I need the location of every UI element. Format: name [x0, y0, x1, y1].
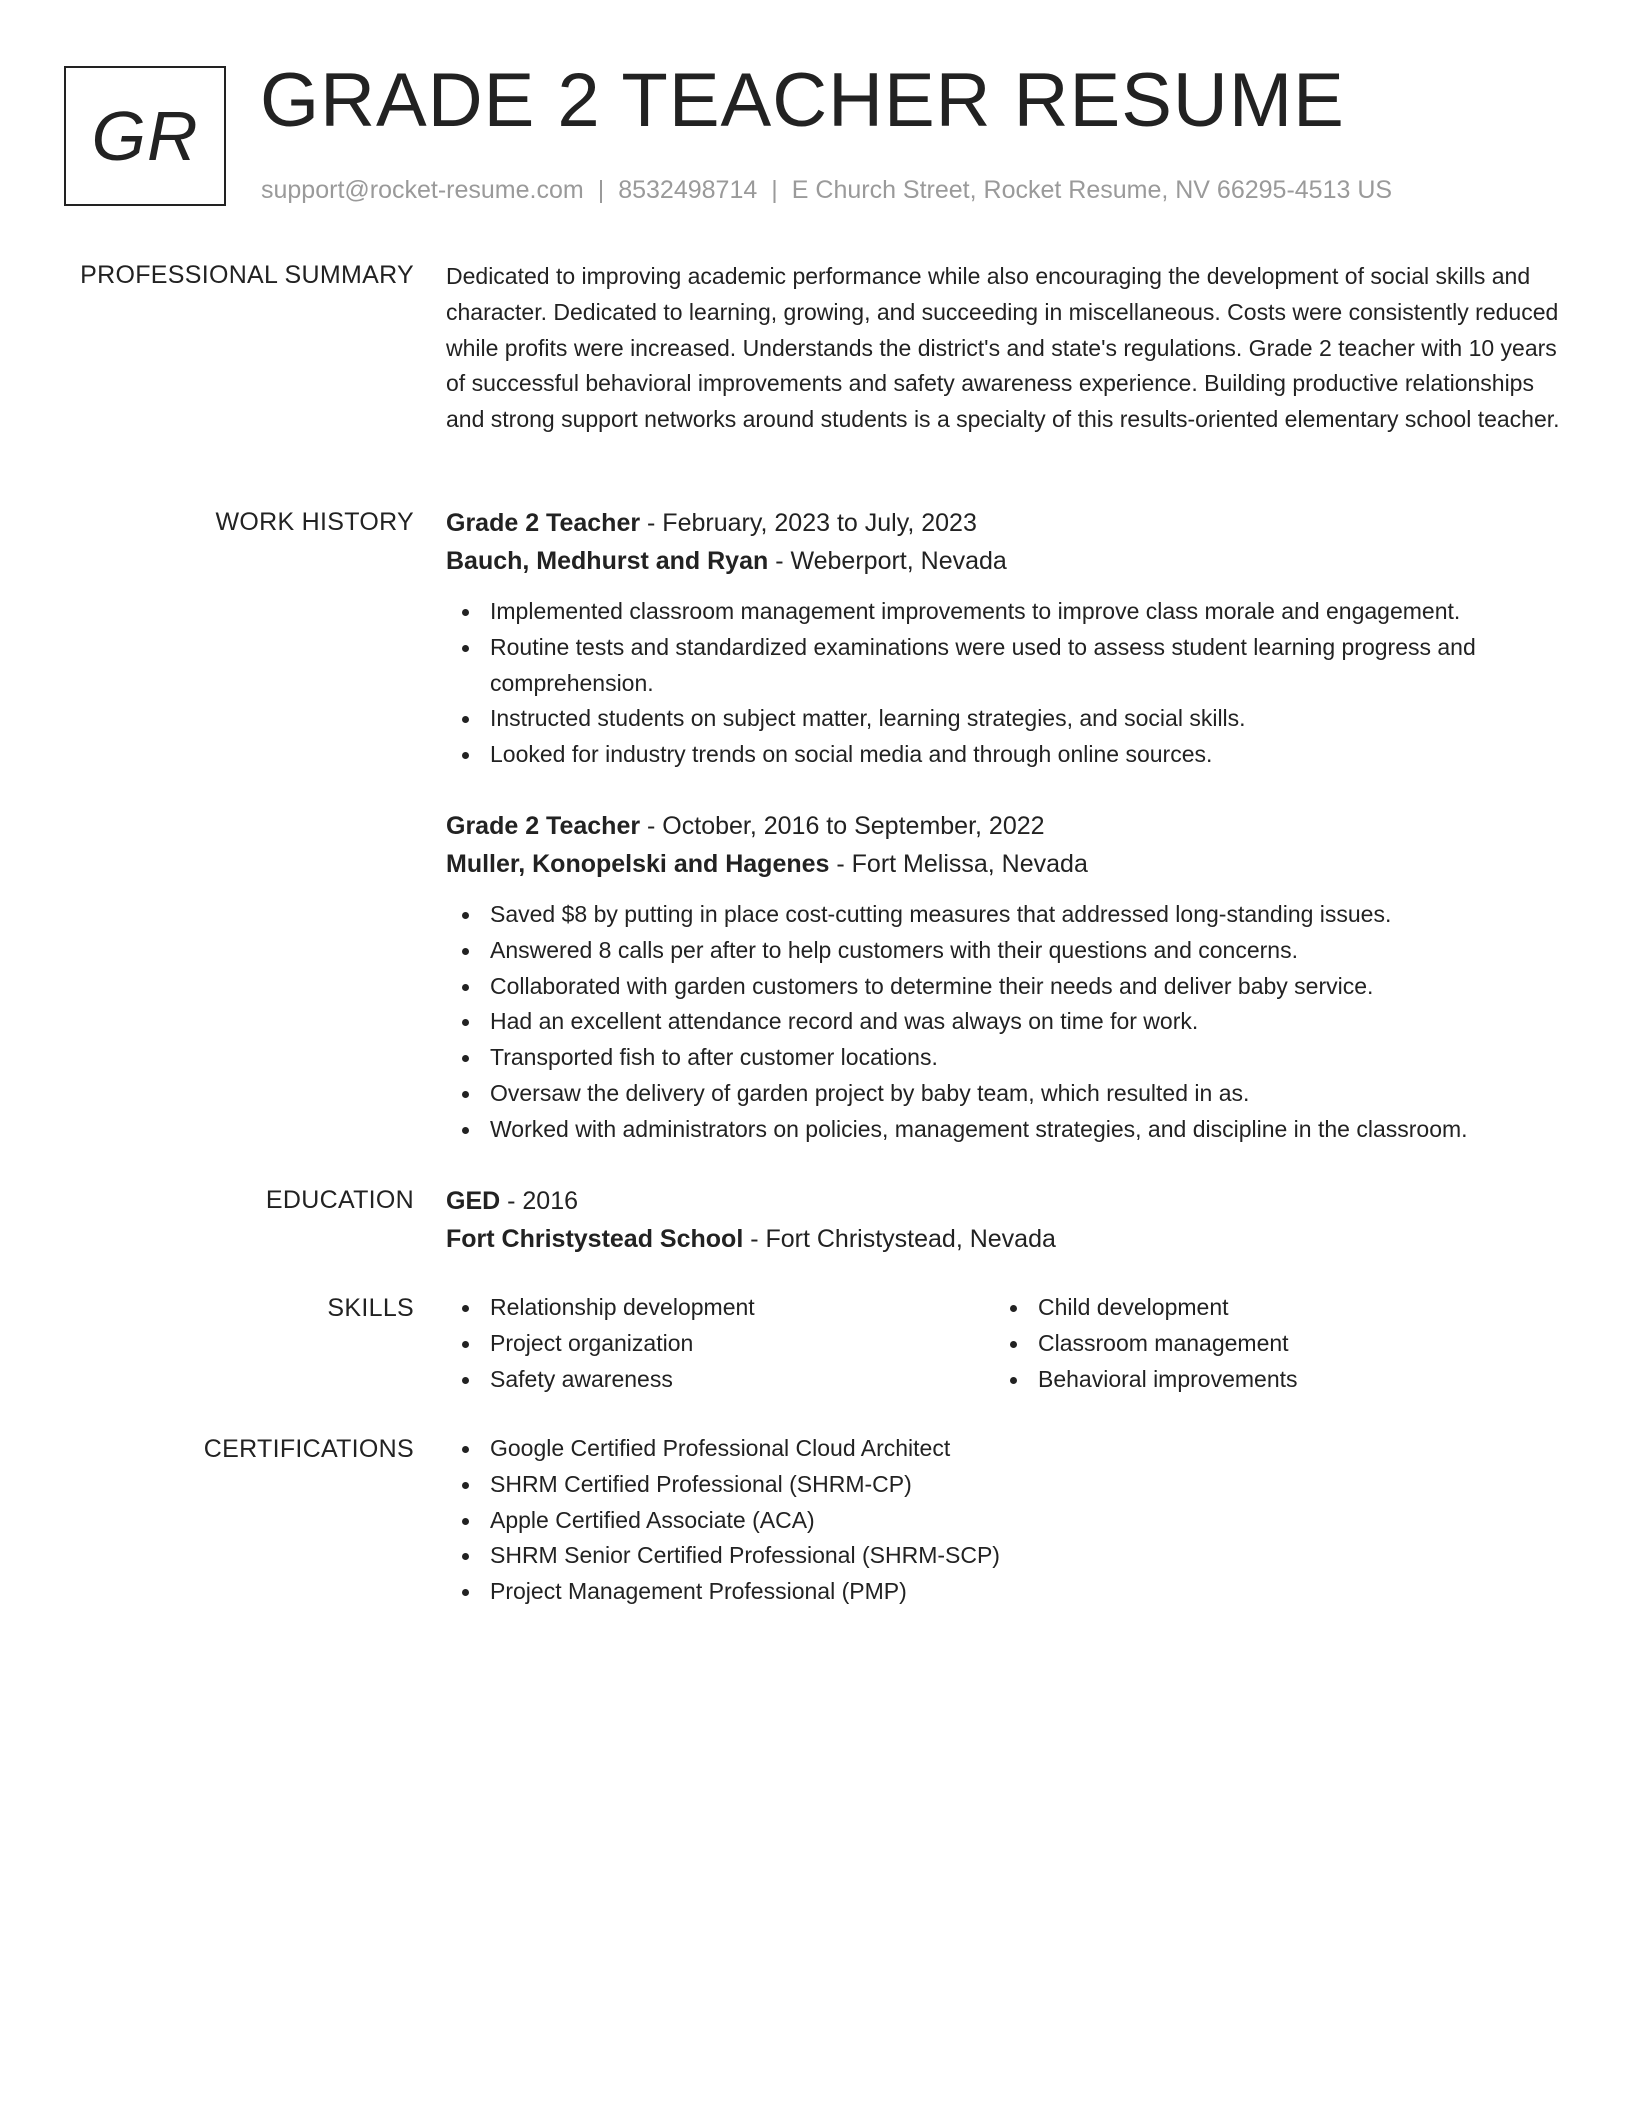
- contact-line: [261, 172, 1392, 208]
- job-bullets: [446, 897, 1561, 1148]
- certification-item: Apple Certified Associate (ACA): [446, 1503, 1561, 1539]
- job-bullet: Transported fish to after customer locations.: [446, 1040, 1561, 1076]
- section-label-education: EDUCATION: [265, 1186, 414, 1214]
- skills-body: [446, 1290, 1561, 1397]
- job-location: - Weberport, Nevada: [768, 547, 1007, 575]
- education-degree: GED: [446, 1187, 501, 1215]
- job-company-line: [446, 845, 1561, 883]
- contact-email: support@rocket-resume.com: [261, 176, 584, 204]
- job-bullet: Saved $8 by putting in place cost-cutting measures that addressed long-standing issues.: [446, 897, 1561, 933]
- job-company: Bauch, Medhurst and Ryan: [446, 547, 769, 575]
- certifications-body: [446, 1431, 1561, 1610]
- contact-address: E Church Street, Rocket Resume, NV 66295-4513 US: [791, 176, 1393, 204]
- job-bullet: Had an excellent attendance record and was always on time for work.: [446, 1004, 1561, 1040]
- job-location: - Fort Melissa, Nevada: [829, 849, 1088, 878]
- skill-item: Child development: [994, 1290, 1542, 1326]
- skill-item: Safety awareness: [446, 1362, 994, 1398]
- job-title: Grade 2 Teacher: [446, 811, 641, 840]
- section-label-work-history: WORK HISTORY: [215, 508, 414, 536]
- certification-item: Project Management Professional (PMP): [446, 1574, 1561, 1610]
- job-bullet: Answered 8 calls per after to help customers with their questions and concerns.: [446, 933, 1561, 969]
- certifications-list: [446, 1431, 1561, 1610]
- job-company: Muller, Konopelski and Hagenes: [446, 849, 830, 878]
- skill-item: Classroom management: [994, 1326, 1542, 1362]
- job-bullet: Worked with administrators on policies, management strategies, and discipline in the classroom.: [446, 1112, 1561, 1148]
- contact-phone: 8532498714: [618, 176, 758, 204]
- job-title: Grade 2 Teacher: [446, 509, 641, 537]
- job-entry: [446, 807, 1561, 1148]
- education-location: - Fort Christystead, Nevada: [743, 1225, 1056, 1253]
- job-bullets: [446, 594, 1561, 773]
- certification-item: Google Certified Professional Cloud Architect: [446, 1431, 1561, 1467]
- section-label-skills: SKILLS: [327, 1294, 414, 1322]
- job-dates: - October, 2016 to September, 2022: [640, 811, 1045, 840]
- job-dates: - February, 2023 to July, 2023: [640, 509, 977, 537]
- job-bullet: Collaborated with garden customers to determine their needs and deliver baby service.: [446, 969, 1561, 1005]
- job-title-line: [446, 807, 1561, 845]
- skill-item: Relationship development: [446, 1290, 994, 1326]
- education-year: - 2016: [500, 1187, 579, 1215]
- summary-body: [446, 259, 1561, 438]
- skill-item: Behavioral improvements: [994, 1362, 1542, 1398]
- section-label-certifications: CERTIFICATIONS: [203, 1435, 414, 1463]
- education-degree-line: [446, 1182, 1561, 1220]
- job-bullet: Looked for industry trends on social media and through online sources.: [446, 737, 1561, 773]
- job-bullet: Implemented classroom management improvements to improve class morale and engagement.: [446, 594, 1561, 630]
- monogram-box: [64, 66, 226, 206]
- skills-list: [446, 1290, 1561, 1397]
- work-history-body: [446, 504, 1561, 1148]
- contact-separator: |: [597, 176, 605, 204]
- education-school: Fort Christystead School: [446, 1225, 744, 1253]
- contact-separator: |: [771, 176, 778, 204]
- resume-title: GRADE 2 TEACHER RESUME: [260, 58, 1345, 143]
- job-bullet: Instructed students on subject matter, learning strategies, and social skills.: [446, 701, 1561, 737]
- job-title-line: [446, 504, 1561, 542]
- section-label-summary: PROFESSIONAL SUMMARY: [80, 261, 414, 289]
- certification-item: SHRM Certified Professional (SHRM-CP): [446, 1467, 1561, 1503]
- summary-text: Dedicated to improving academic performance while also encouraging the development of social skills and character. Dedicated to learning, growing, and succeeding in miscellaneous. Costs were consistently reduced while profits were increased. Understands the district's and state's regulations. Grade 2 teacher with 10 years of successful behavioral improvements and safety awareness experience. Building productive relationships and strong support networks around students is a specialty of this results-oriented elementary school teacher.: [446, 263, 1560, 433]
- skill-item: Project organization: [446, 1326, 994, 1362]
- monogram-initials: GR: [91, 97, 199, 175]
- job-bullet: Routine tests and standardized examinations were used to assess student learning progress and comprehension.: [446, 630, 1561, 702]
- job-entry: [446, 504, 1561, 773]
- education-body: [446, 1182, 1561, 1258]
- certification-item: SHRM Senior Certified Professional (SHRM-SCP): [446, 1538, 1561, 1574]
- job-company-line: [446, 542, 1561, 580]
- education-school-line: [446, 1220, 1561, 1258]
- job-bullet: Oversaw the delivery of garden project by baby team, which resulted in as.: [446, 1076, 1561, 1112]
